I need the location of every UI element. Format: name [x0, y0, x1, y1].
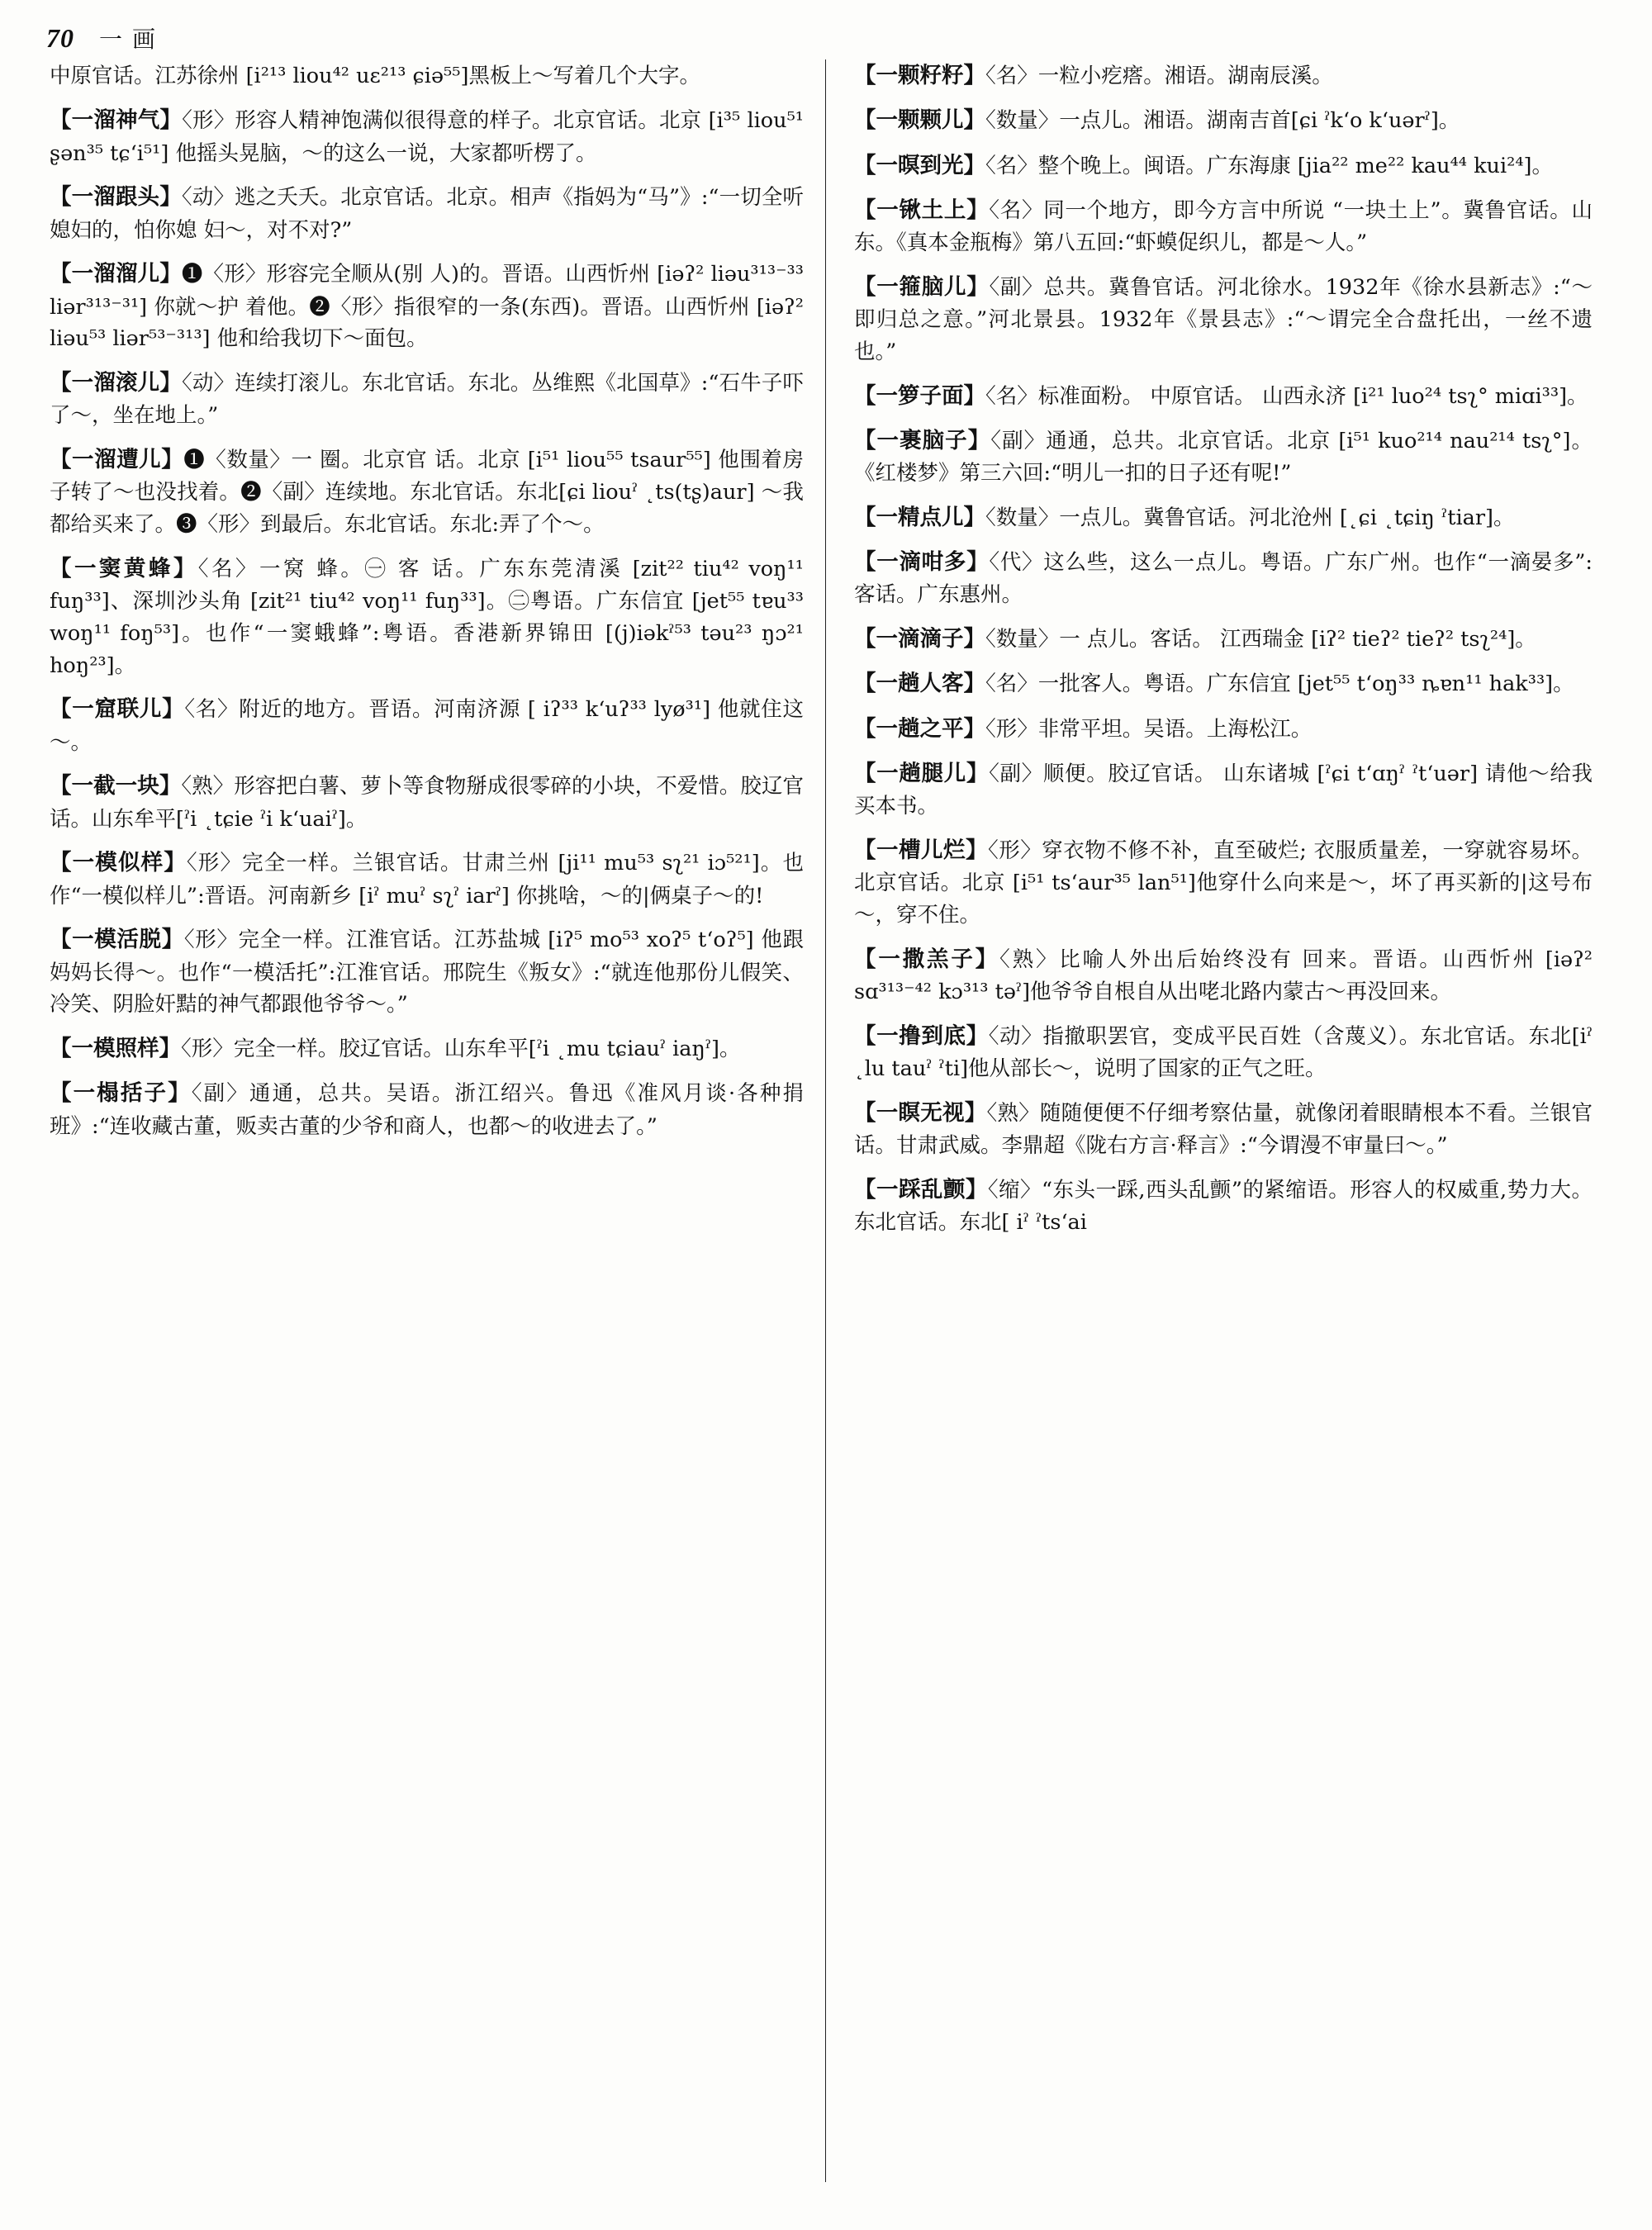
- entry: [50, 1032, 804, 1065]
- entry-body: 〈形〉穿衣物不修不补，直至破烂; 衣服质量差，一穿就容易坏。北京官话。北京 [i⁵¹ ts‘aur³⁵ lan⁵¹]他穿什么向来是～，坏了再买新的|这号布～，穿不住。: [854, 837, 1593, 928]
- entry-headword: 【一趟人客】: [854, 671, 985, 697]
- entry-headword: 【一趟之平】: [854, 715, 985, 742]
- entry-body: 〈动〉逃之夭夭。北京官话。北京。相声《指妈为“马”》:“一切全听媳妇的，怕你媳 妇～，对不对?”: [50, 185, 805, 243]
- right-column: [826, 59, 1614, 2182]
- entry-body: 〈副〉顺便。胶辽官话。 山东诸城 [ˀɕi t‘ɑŋˀ ˀt‘uər] 请他～给我买本书。: [854, 761, 1593, 819]
- entry-body: 〈动〉连续打滚儿。东北官话。东北。丛维熙《北国草》:“石牛子吓了～，坐在地上。”: [50, 371, 804, 429]
- entry: [854, 194, 1593, 259]
- entry-headword: 【一榻括子】: [50, 1080, 192, 1107]
- entry: [854, 149, 1593, 183]
- entry-body: 〈熟〉随随便便不仔细考察估量，就像闭着眼睛根本不看。兰银官话。甘肃武威。李鼎超《陇右方言·释言》:“今谓漫不审量曰～。”: [854, 1100, 1593, 1159]
- entry-body: 〈名〉整个晚上。闽语。广东海康 [jia²² me²² kau⁴⁴ kui²⁴]。: [985, 153, 1553, 178]
- entry-body: 〈副〉通通，总共。北京官话。北京 [i⁵¹ kuo²¹⁴ nau²¹⁴ tsʅ°]。《红楼梦》第三六回:“明儿一扣的日子还有呢!”: [854, 428, 1593, 486]
- entry: [50, 693, 804, 758]
- entry: [854, 834, 1593, 932]
- entry-body: 〈数量〉一 点儿。客话。 江西瑞金 [iʔ² tieʔ² tieʔ² tsʅ²⁴]。: [985, 627, 1536, 652]
- entry-body: 〈名〉一窝 蜂。㊀ 客 话。广东东莞清溪 [zit²² tiu⁴² voŋ¹¹ fuŋ³³]、深圳沙头角 [zit²¹ tiu⁴² voŋ¹¹ fuŋ³³]。㊁粤语。广东信宜 [jet⁵⁵ tɐu³³ woŋ¹¹ foŋ⁵³]。也作“一窦蛾蜂”:粤语。香港新界锦田 [(j)iəkˀ⁵³ təu²³ ŋɔ²¹ hoŋ²³]。: [50, 556, 805, 678]
- entry-body: 〈形〉完全一样。兰银官话。甘肃兰州 [ji¹¹ mu⁵³ sʅ²¹ iɔ⁵²¹]。也作“一模似样儿”:晋语。河南新乡 [iˀ muˀ sʅˀ iarˀ] 你挑啥，～的|俩桌子～的!: [50, 851, 805, 909]
- entry-body: 〈副〉通通，总共。吴语。浙江绍兴。鲁迅《准风月谈·各种捐班》:“连收藏古董，贩卖古董的少爷和商人，也都～的收进去了。”: [50, 1081, 805, 1139]
- entry-headword: 【一槽儿烂】: [854, 837, 989, 863]
- entry-headword: 【一滴咁多】: [854, 549, 990, 576]
- entry: [50, 847, 804, 912]
- page-header: [38, 21, 1614, 59]
- entry: [854, 1020, 1593, 1085]
- entry: [854, 59, 1593, 93]
- entry-body: 〈动〉指撤职罢官，变成平民百姓（含蔑义）。东北官话。东北[iˀ ˛lu tauˀ ˀti]他从部长～，说明了国家的正气之旺。: [854, 1023, 1593, 1081]
- entry-headword: 【一溜滚儿】: [50, 370, 182, 396]
- entry-headword: 【一模活脱】: [50, 927, 184, 953]
- entry-headword: 【一暝到光】: [854, 152, 985, 178]
- entry-headword: 【一瞑无视】: [854, 1099, 987, 1126]
- entry: [50, 1077, 804, 1142]
- entry-headword: 【一截一块】: [50, 773, 182, 799]
- entry: [854, 1174, 1593, 1239]
- entry-body: 〈代〉这么些，这么一点儿。粤语。广东广州。也作“一滴晏多”:客话。广东惠州。: [854, 550, 1593, 608]
- entry-body: 〈缩〉“东头一踩,西头乱颤”的紧缩语。形容人的权威重,势力大。东北官话。东北[ iˀ ˀts‘ai: [854, 1177, 1593, 1236]
- entry: [854, 1097, 1593, 1162]
- entry-headword: 【一踩乱颤】: [854, 1176, 988, 1203]
- entry-body: 〈数量〉一点儿。湘语。湖南吉首[ɕi ˀk‘o k‘uərˀ]。: [985, 108, 1460, 134]
- entry-body: ❶〈数量〉一 圈。北京官 话。北京 [i⁵¹ liou⁵⁵ tsaur⁵⁵] 他围着房子转了～也没找着。❷〈副〉连续地。东北官话。东北[ɕi liouˀ ˛ts(tʂ)aur] ～我都给买来了。❸〈形〉到最后。东北官话。东北:弄了个～。: [50, 448, 804, 538]
- entry: [854, 546, 1593, 611]
- entry-body: 〈名〉同一个地方，即今方言中所说 “一块土上”。冀鲁官话。山东。《真本金瓶梅》第八五回:“虾蟆促织儿，都是～人。”: [854, 197, 1593, 256]
- entry: [50, 59, 804, 93]
- entry-body: 〈名〉一批客人。粤语。广东信宜 [jet⁵⁵ t‘oŋ³³ ȵɐn¹¹ hak³³]。: [985, 671, 1574, 697]
- page-columns: [38, 59, 1614, 2182]
- entry-headword: 【一颗颗儿】: [854, 107, 985, 134]
- entry-body: 〈形〉非常平坦。吴语。上海松江。: [985, 716, 1313, 742]
- entry-body: 〈形〉完全一样。胶辽官话。山东牟平[ˀi ˛mu tɕiauˀ iaŋˀ]。: [181, 1037, 741, 1062]
- entry: [854, 667, 1593, 700]
- entry: [50, 104, 804, 169]
- entry: [50, 770, 804, 835]
- entry: [854, 425, 1593, 490]
- entry: [854, 757, 1593, 823]
- entry-headword: 【一窟联儿】: [50, 696, 185, 723]
- entry-headword: 【一撸到底】: [854, 1022, 989, 1049]
- entry: [50, 923, 804, 1021]
- entry-headword: 【一模照样】: [50, 1036, 181, 1062]
- page-number: 70: [46, 23, 74, 53]
- entry-body: 中原官话。江苏徐州 [i²¹³ liou⁴² uɛ²¹³ ɕiə⁵⁵]黑板上～写着几个大字。: [50, 64, 700, 88]
- entry-body: 〈熟〉形容把白薯、萝卜等食物掰成很零碎的小块，不爱惜。胶辽官话。山东牟平[ˀi ˛tɕie ˀi k‘uaiˀ]。: [50, 774, 805, 832]
- entry-body: 〈名〉标准面粉。 中原官话。 山西永济 [i²¹ luo²⁴ tsʅ° miɑi³³]。: [985, 383, 1588, 409]
- left-column: [38, 59, 826, 2182]
- entry-headword: 【一溜神气】: [50, 107, 183, 134]
- entry: [854, 501, 1593, 534]
- entry: [50, 553, 804, 682]
- entry-body: 〈形〉形容人精神饱满似很得意的样子。北京官话。北京 [i³⁵ liou⁵¹ ʂən³⁵ tɕ‘i⁵¹] 他摇头晃脑，～的这么一说，大家都听楞了。: [50, 108, 805, 166]
- entry-body: ❶〈形〉形容完全顺从(别 人)的。晋语。山西忻州 [iəʔ² liəu³¹³⁻³³ liər³¹³⁻³¹] 你就～护 着他。❷〈形〉指很窄的一条(东西)。晋语。山西忻州 [iəʔ² liəu⁵³ liər⁵³⁻³¹³] 他和给我切下～面包。: [50, 262, 805, 352]
- entry-headword: 【一裹脑子】: [854, 427, 991, 453]
- entry-headword: 【一颗籽籽】: [854, 63, 985, 88]
- entry-headword: 【一撒羔子】: [854, 946, 1000, 972]
- entry-body: 〈熟〉比喻人外出后始终没有 回来。晋语。山西忻州 [iəʔ² sɑ³¹³⁻⁴² kɔ³¹³ təˀ]他爷爷自根自从出咾北路内蒙古～再没回来。: [854, 947, 1593, 1004]
- radical-heading: 一画: [99, 26, 166, 53]
- entry: [854, 623, 1593, 656]
- entry-body: 〈形〉完全一样。江淮官话。江苏盐城 [iʔ⁵ mo⁵³ xoʔ⁵ t‘oʔ⁵] 他跟妈妈长得～。也作“一模活托”:江淮官话。邢院生《叛女》:“就连他那份儿假笑、冷笑、阴脸奸黠的神气都跟他爷爷～。”: [50, 928, 804, 1018]
- entry-headword: 【一窦黄蜂】: [50, 555, 198, 581]
- entry-headword: 【一溜溜儿】: [50, 261, 182, 287]
- entry-headword: 【一箍脑儿】: [854, 273, 990, 300]
- entry: [854, 271, 1593, 368]
- entry-body: 〈副〉总共。冀鲁官话。河北徐水。1932年《徐水县新志》:“～即归总之意。”河北景县。1932年《景县志》:“～谓完全合盘托出，一丝不遗也。”: [854, 274, 1593, 364]
- entry: [854, 943, 1593, 1008]
- entry-headword: 【一锹土上】: [854, 197, 990, 223]
- entry-headword: 【一溜跟头】: [50, 184, 182, 211]
- entry-headword: 【一滴滴子】: [854, 626, 985, 652]
- entry: [50, 367, 804, 432]
- entry: [50, 444, 804, 541]
- entry-body: 〈数量〉一点儿。冀鲁官话。河北沧州 [˛ɕi ˛tɕiŋ ˀtiar]。: [985, 505, 1515, 530]
- entry-headword: 【一精点儿】: [854, 504, 985, 530]
- entry-body: 〈名〉附近的地方。晋语。河南济源 [ iʔ³³ k‘uʔ³³ lyø³¹] 他就住这～。: [50, 697, 805, 755]
- entry: [50, 258, 804, 355]
- entry: [854, 104, 1593, 137]
- entry-body: 〈名〉一粒小疙瘩。湘语。湖南辰溪。: [985, 64, 1333, 88]
- entry: [854, 380, 1593, 413]
- entry: [854, 713, 1593, 746]
- entry-headword: 【一箩子面】: [854, 382, 985, 409]
- entry-headword: 【一趟腿儿】: [854, 760, 990, 786]
- entry-headword: 【一模似样】: [50, 850, 187, 876]
- entry: [50, 181, 804, 246]
- entry-headword: 【一溜遭儿】: [50, 447, 184, 473]
